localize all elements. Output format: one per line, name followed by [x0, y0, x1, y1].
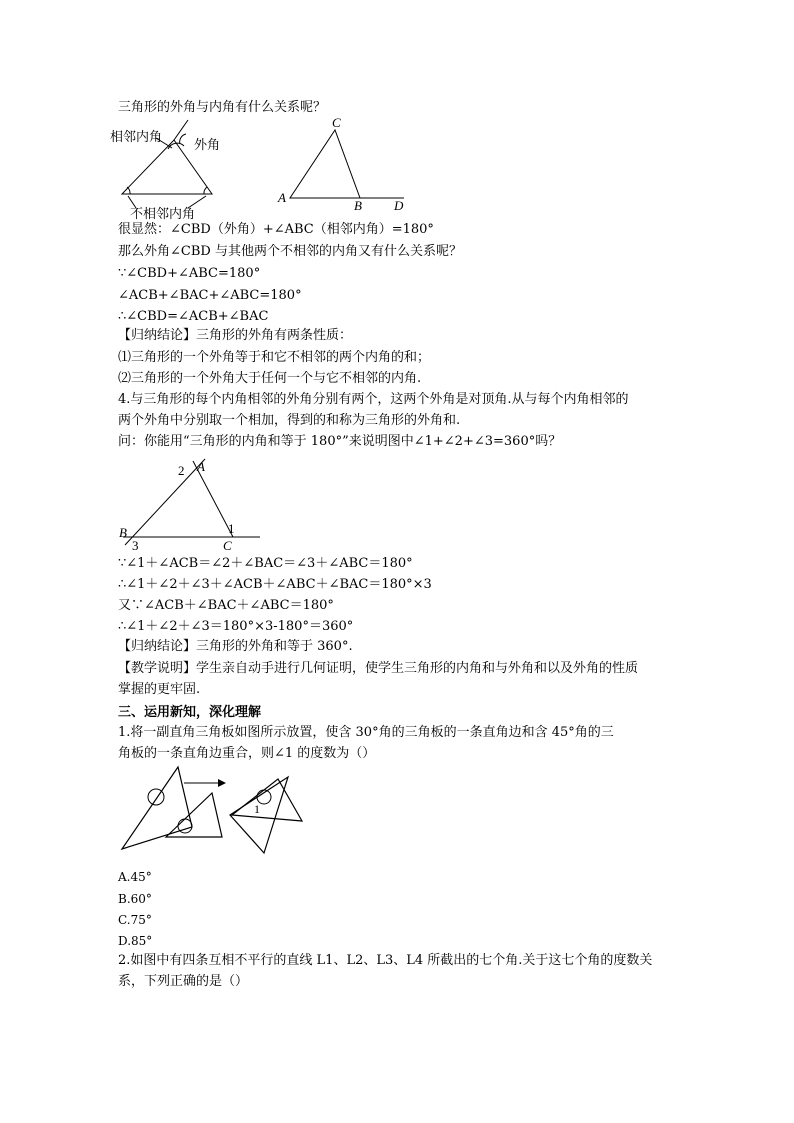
- point-c-label-3: C: [223, 538, 232, 553]
- line-q2b: 系，下列正确的是（）: [118, 974, 249, 989]
- point-c-label: C: [332, 115, 341, 130]
- line-item4b: 两个外角中分别取一个相加，得到的和称为三角形的外角和.: [118, 413, 461, 428]
- line-therefore2: ∴∠1＋∠2＋∠3＋∠ACB＋∠ABC＋∠BAC＝180°×3: [118, 577, 432, 592]
- line-q1a: 1.将一副直角三角板如图所示放置，使含 30°角的三角板的一条直角边和含 45°角的三: [118, 725, 614, 740]
- line-prop1: ⑴三角形的一个外角等于和它不相邻的两个内角的和；: [118, 350, 431, 365]
- option-d: D.85°: [118, 934, 153, 948]
- line-obvious: 很显然：∠CBD（外角）+∠ABC（相邻内角）=180°: [118, 222, 434, 237]
- line-prop2: ⑵三角形的一个外角大于任何一个与它不相邻的内角.: [118, 371, 422, 386]
- option-a: A.45°: [118, 870, 152, 884]
- line-teaching-a: 【教学说明】学生亲自动手进行几何证明，使学生三角形的内角和与外角和以及外角的性质: [118, 661, 639, 676]
- line-because2: ∵∠1＋∠ACB＝∠2＋∠BAC＝∠3＋∠ABC＝180°: [118, 556, 413, 571]
- set-square-angle-1-label: 1: [254, 802, 260, 816]
- intro-question: 三角形的外角与内角有什么关系呢？: [118, 100, 327, 115]
- line-question2: 那么外角∠CBD 与其他两个不相邻的内角又有什么关系呢？: [118, 244, 462, 259]
- line-teaching-b: 掌握的更牢固.: [118, 682, 201, 697]
- line-sum1: ∠ACB+∠BAC+∠ABC=180°: [118, 288, 302, 303]
- line-because1: ∵∠CBD+∠ABC=180°: [118, 266, 261, 281]
- angle-1-label: 1: [228, 521, 235, 536]
- exterior-angle-figure: [112, 124, 232, 224]
- line-conclusion1: 【归纳结论】三角形的外角有两条性质：: [118, 328, 353, 343]
- line-conclusion2: 【归纳结论】三角形的外角和等于 360°.: [118, 639, 353, 654]
- adjacent-angle-label: 相邻内角: [110, 129, 163, 144]
- point-a-label-3: A: [197, 459, 205, 474]
- option-c: C.75°: [118, 913, 152, 927]
- line-also: 又∵∠ACB＋∠BAC＋∠ABC＝180°: [118, 598, 334, 613]
- line-q2a: 2.如图中有四条互相不平行的直线 L1、L2、L3、L4 所截出的七个角.关于这七个角的度数关: [118, 953, 653, 968]
- set-square-figure: [118, 765, 308, 865]
- line-therefore1: ∴∠CBD=∠ACB+∠BAC: [118, 309, 269, 324]
- line-ask: 问：你能用“三角形的内角和等于 180°”来说明图中∠1+∠2+∠3=360°吗？: [118, 434, 562, 449]
- point-a-label: A: [278, 190, 286, 205]
- line-item4a: 4.与三角形的每个内角相邻的外角分别有两个，这两个外角是对顶角.从与每个内角相邻的: [118, 392, 629, 407]
- point-d-label: D: [394, 198, 404, 213]
- point-b-label-3: B: [119, 525, 127, 540]
- section-heading: 三、运用新知，深化理解: [118, 705, 262, 720]
- line-q1b: 角板的一条直角边重合，则∠1 的度数为（）: [118, 746, 376, 761]
- exterior-angle-sum-figure: [115, 455, 275, 555]
- line-therefore3: ∴∠1＋∠2＋∠3＝180°×3-180°＝360°: [118, 619, 354, 634]
- exterior-angle-label: 外角: [194, 137, 221, 152]
- point-b-label: B: [354, 198, 362, 213]
- angle-2-label: 2: [178, 463, 185, 478]
- nonadjacent-angle-label: 不相邻内角: [130, 206, 196, 221]
- triangle-abcd-figure: [270, 115, 420, 218]
- option-b: B.60°: [118, 892, 152, 906]
- angle-3-label: 3: [132, 538, 139, 553]
